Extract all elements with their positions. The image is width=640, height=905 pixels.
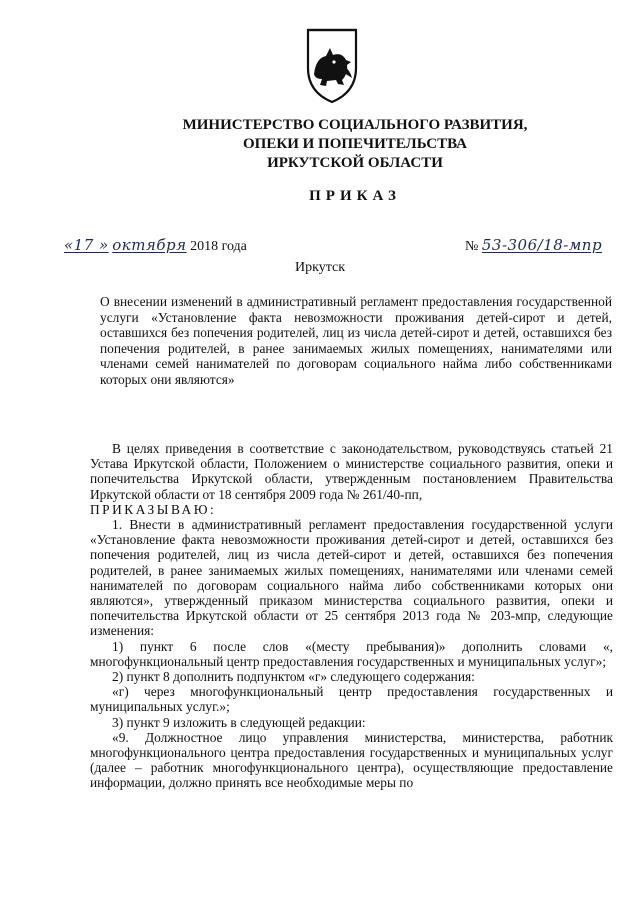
order-date xyxy=(64,236,247,255)
number-prefix: № xyxy=(465,239,479,254)
date-year: 2018 года xyxy=(190,239,247,254)
number-value: 53-306/18-мпр xyxy=(481,236,603,254)
ministry-line-3: ИРКУТСКОЙ ОБЛАСТИ xyxy=(267,155,443,171)
order-subject: О внесении изменений в административный регламент предоставления государственной услуги «Установление факта невозможности проживания детей-сирот и детей, оставшихся без попечения родителей, лиц из числа детей-сирот и детей, оставшихся без попечения родителей, в ранее занимаемых жилых помещениях, нанимателями или членами семей нанимателей по договорам социального найма либо собственниками которых они являются» xyxy=(100,294,612,387)
paragraph-4: «г) через многофункциональный центр предоставления государственных и муниципальных услуг.»; xyxy=(90,684,613,715)
coat-of-arms-emblem xyxy=(302,22,362,104)
preamble-paragraph: В целях приведения в соответствие с законодательством, руководствуясь статьей 21 Устава Иркутской области, Положением о министерстве социального развития, опеки и попечительства Иркутской области, утвержденным постановлением Правительства Иркутской области от 18 сентября 2009 года № 261/40-пп, xyxy=(90,441,613,502)
ministry-line-2: ОПЕКИ И ПОПЕЧИТЕЛЬСТВА xyxy=(243,136,467,152)
order-word: ПРИКАЗЫВАЮ: xyxy=(90,501,217,517)
city: Иркутск xyxy=(294,260,346,275)
date-month: октября xyxy=(112,236,187,254)
document-type: ПРИКАЗ xyxy=(309,188,401,204)
paragraph-5: 3) пункт 9 изложить в следующей редакции: xyxy=(112,714,366,730)
paragraph-6: «9. Должностное лицо управления министерства, министерства, работник многофункционального центра предоставления государственных и муниципальных услуг (далее – работник многофункционального центра), осуществляющие предоставление информации, должно принять все необходимые меры по xyxy=(90,729,613,791)
paragraph-2: 1) пункт 6 после слов «(месту пребывания)» дополнить словами «, многофункциональный центр предоставления государственных и муниципальных услуг»; xyxy=(90,638,613,669)
ministry-line-1: МИНИСТЕРСТВО СОЦИАЛЬНОГО РАЗВИТИЯ, xyxy=(182,117,528,133)
date-day: «17 » xyxy=(64,236,109,254)
order-body xyxy=(90,441,613,791)
paragraph-3: 2) пункт 8 дополнить подпунктом «г» следующего содержания: xyxy=(112,669,475,685)
paragraph-1: 1. Внести в административный регламент предоставления государственной услуги «Установление факта невозможности проживания детей-сирот и детей, оставшихся без попечения родителей, лиц из числа детей-сирот и детей, оставшихся без попечения родителей, в ранее занимаемых жилых помещениях, нанимателями или членами семей нанимателей по договорам социального найма либо собственниками которых они являются», утвержденный приказом министерства социального развития, опеки и попечительства Иркутской области от 25 сентября 2013 года № 203-мпр, следующие изменения: xyxy=(90,517,613,639)
order-number xyxy=(465,236,602,255)
ministry-name xyxy=(150,116,560,173)
